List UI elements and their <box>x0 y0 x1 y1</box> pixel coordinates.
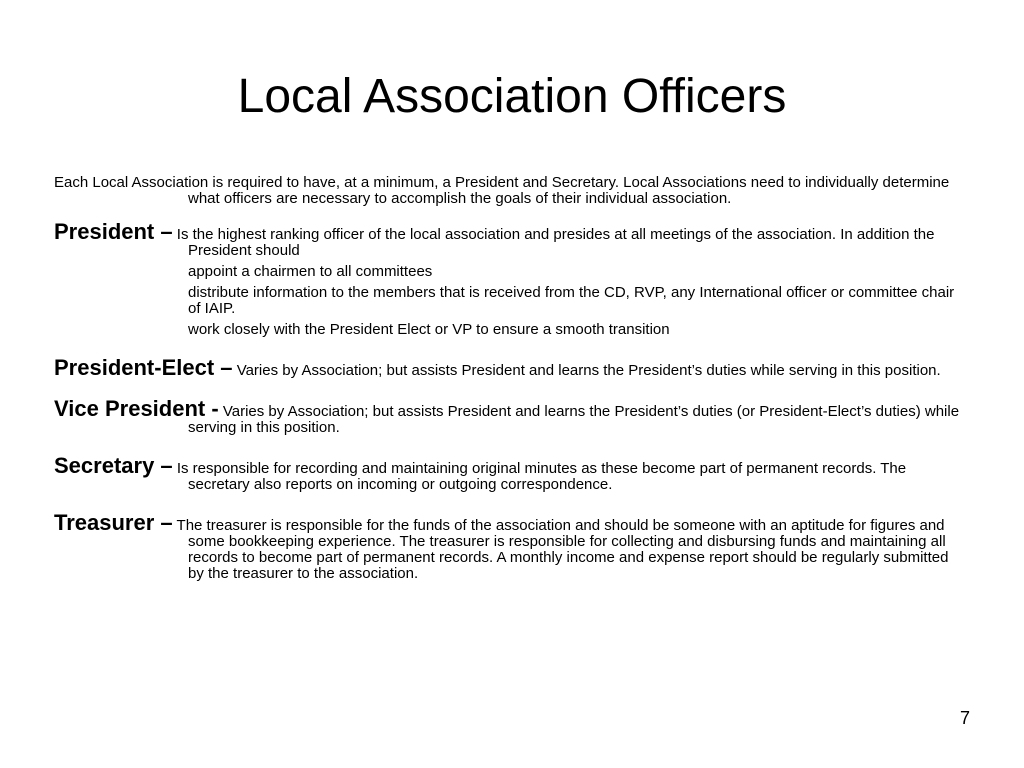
slide-body <box>54 175 960 604</box>
slide-title: Local Association Officers <box>237 70 787 123</box>
vice-president-heading: Vice President - <box>54 396 219 421</box>
vice-president-description: Varies by Association; but assists President and learns the President’s duties (or President-Elect’s duties) while serving in this position. <box>188 403 960 436</box>
treasurer-heading: Treasurer – <box>54 510 173 535</box>
president-section <box>54 219 960 338</box>
president-description: Is the highest ranking officer of the local association and presides at all meetings of the association. In addition the President should <box>176 226 935 259</box>
president-elect-heading: President-Elect – <box>54 355 233 380</box>
secretary-description: Is responsible for recording and maintaining original minutes as these become part of permanent records. The secretary also reports on incoming or outgoing correspondence. <box>176 460 907 493</box>
president-heading: President – <box>54 219 173 244</box>
president-duty-item: appoint a chairmen to all committees <box>188 263 433 280</box>
intro-paragraph: Each Local Association is required to have, at a minimum, a President and Secretary. Local Associations need to individually determine what officers are necessary to accomplish the goals of their individual association. <box>54 174 950 207</box>
treasurer-description: The treasurer is responsible for the funds of the association and should be someone with an aptitude for figures and some bookkeeping experience. The treasurer is responsible for collecting and disbursing funds and maintaining all records to become part of permanent records. A monthly income and expense report should be regularly submitted by the treasurer to the association. <box>176 517 949 582</box>
president-elect-section <box>54 355 960 380</box>
president-duty-item: distribute information to the members that is received from the CD, RVP, any International officer or committee chair of IAIP. <box>188 284 955 317</box>
secretary-heading: Secretary – <box>54 453 173 478</box>
page-number: 7 <box>959 708 970 728</box>
president-elect-description: Varies by Association; but assists President and learns the President’s duties while serving in this position. <box>236 362 941 379</box>
secretary-section <box>54 453 960 493</box>
treasurer-section <box>54 510 960 582</box>
president-duty-item: work closely with the President Elect or VP to ensure a smooth transition <box>188 321 670 338</box>
vice-president-section <box>54 396 960 436</box>
